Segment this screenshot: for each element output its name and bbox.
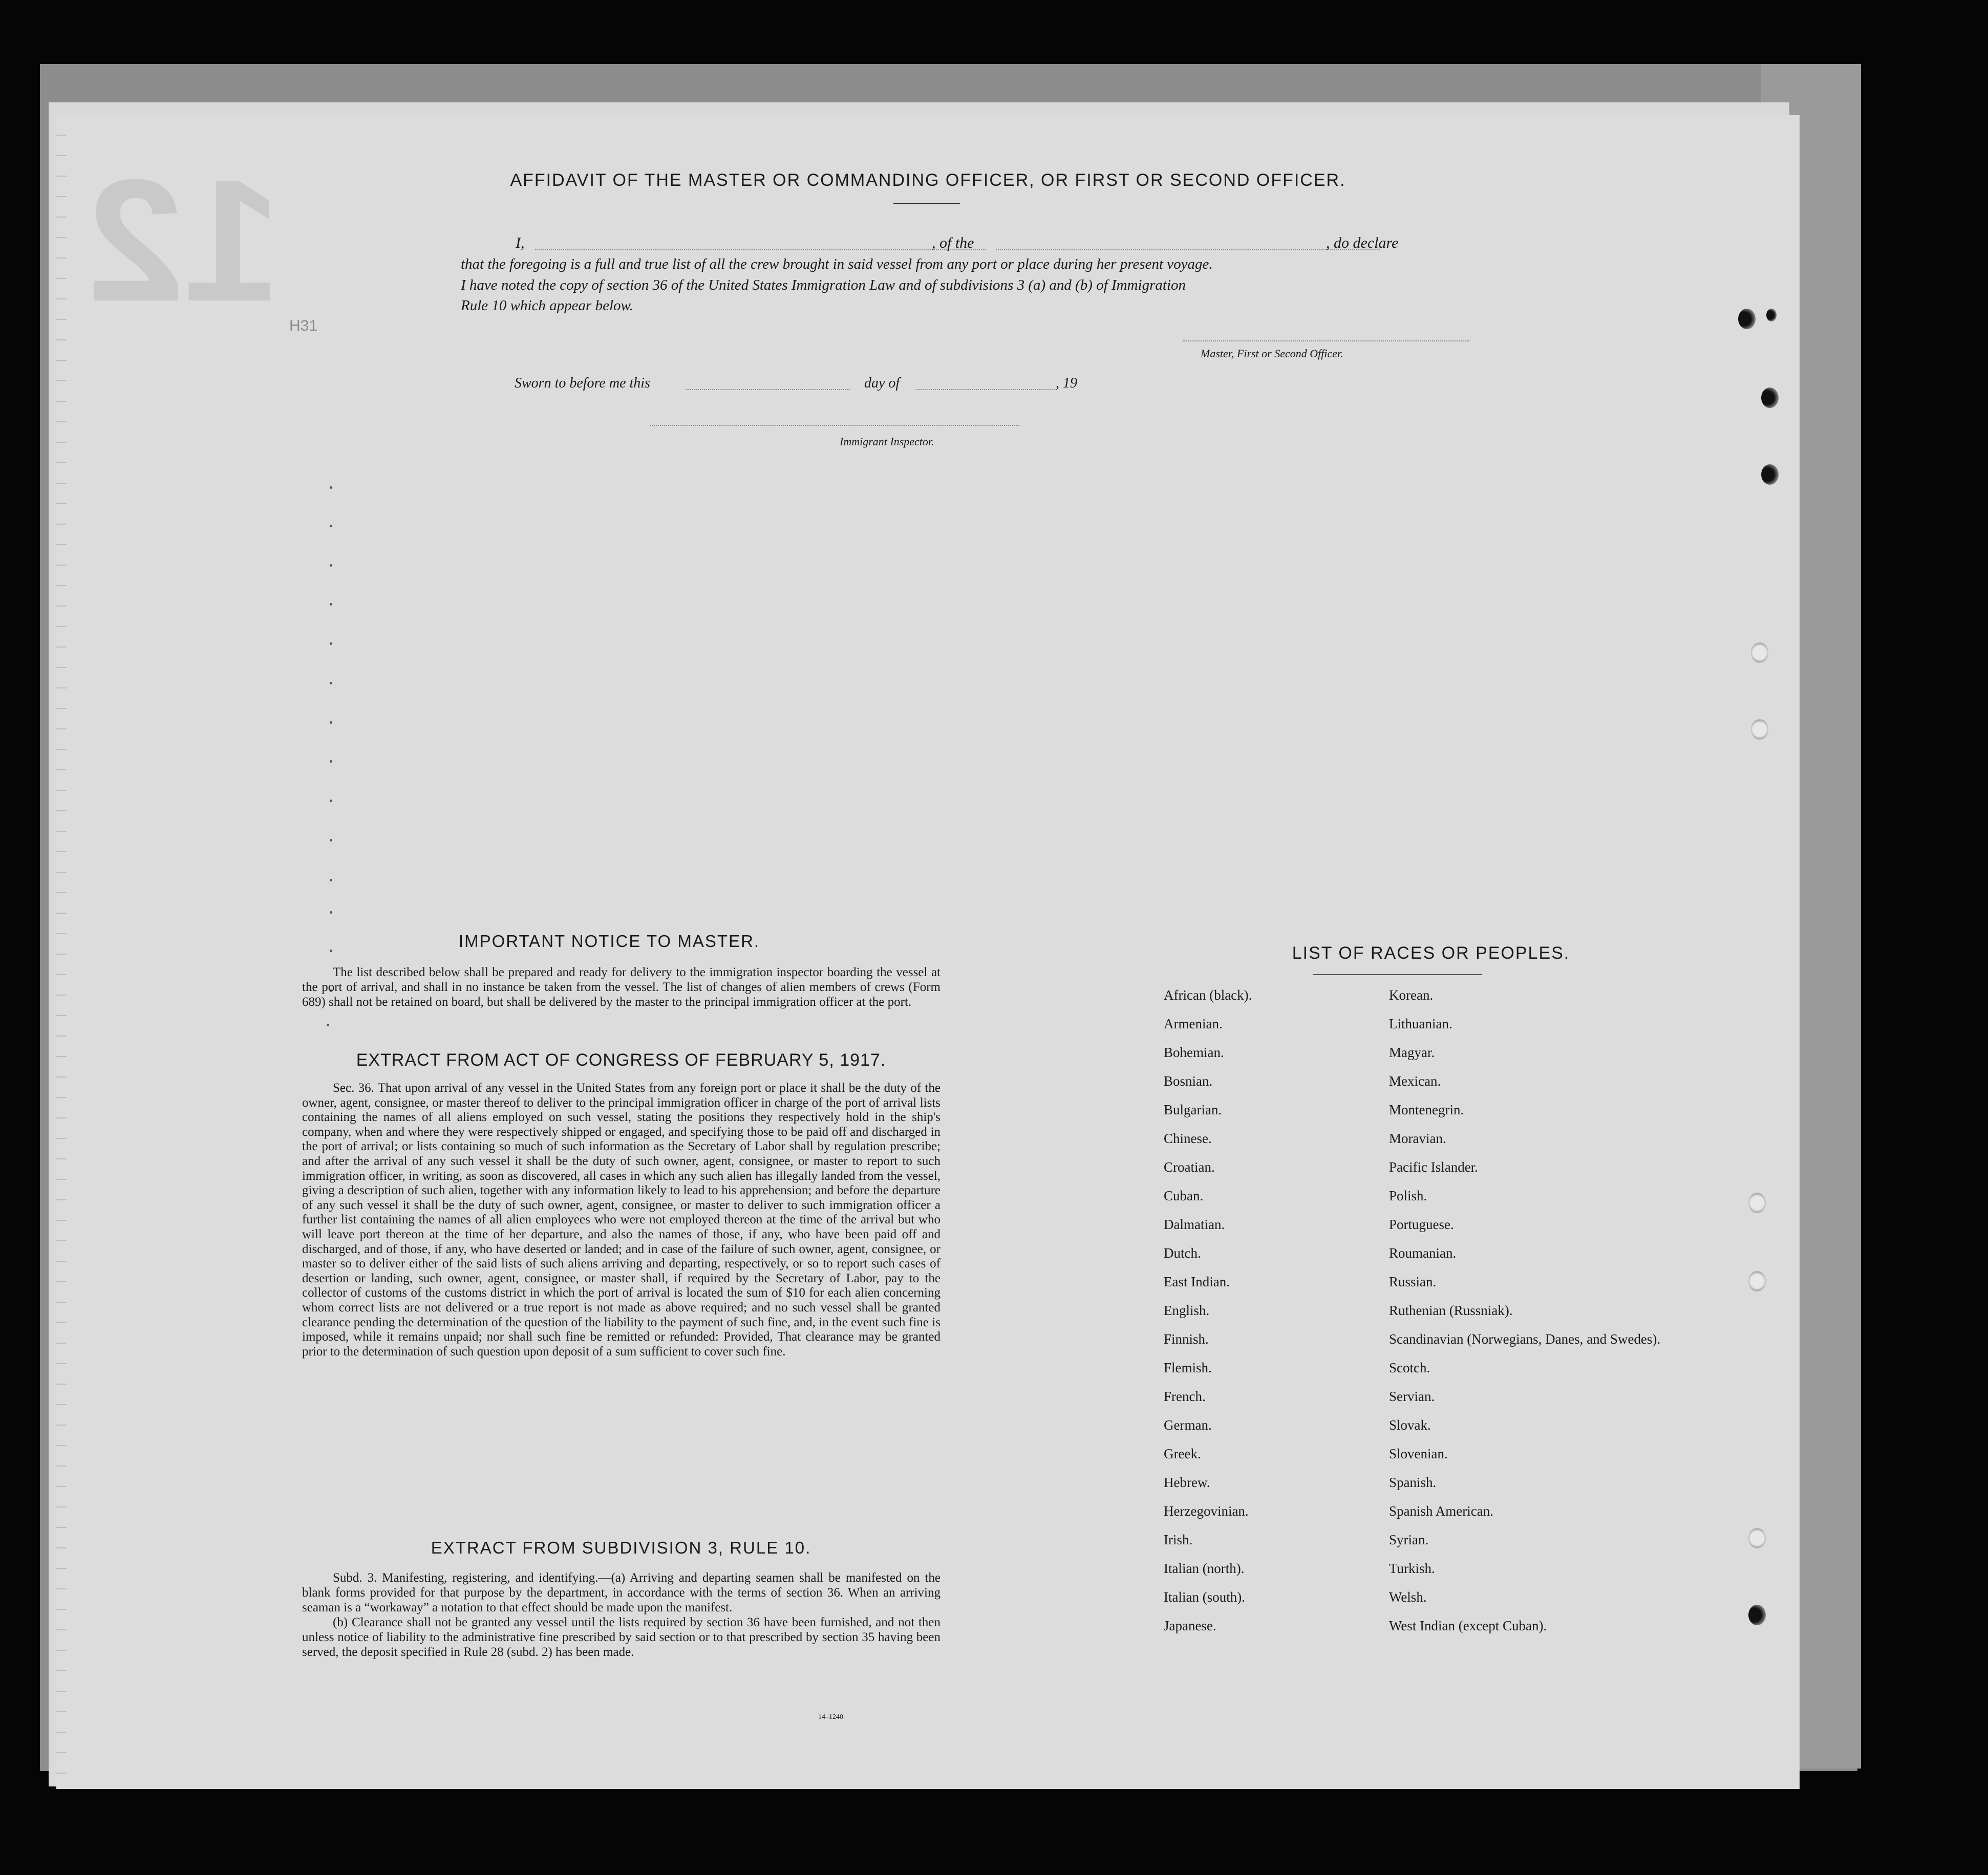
punch-hole bbox=[1748, 1271, 1766, 1291]
day-of-text: day of bbox=[864, 375, 900, 391]
notice-paragraph: The list described below shall be prepared and ready for delivery to the immigration inspector boarding the vessel at the port of arrival, and shall in no instance be taken from the vessel. The list of changes of alien members of crews (Form 689) shall not be retained on board, but shall be delivered by the master to the principal immigration officer at the port. bbox=[302, 965, 940, 1009]
section-36-paragraph: Sec. 36. That upon arrival of any vessel in the United States from any foreign port or place it shall be the duty of the owner, agent, consignee, or master thereof to deliver to the principal immigration officer in charge of the port of arrival lists containing the names of all aliens employed on such vessel, stating the positions they respectively hold in the ship's company, when and where they were respectively shipped or engaged, and specifying those to be paid off and discharged in the port of arrival; or lists containing so much of such information as the Secretary of Labor shall by regulation prescribe; and after the arrival of any such vessel it shall be the duty of such owner, agent, consignee, or master to report to such immigration officer, in writing, as soon as discovered, all cases in which any such alien has illegally landed from the vessel, giving a description of such alien, together with any information likely to lead to his apprehension; and before the departure of any such vessel it shall be the duty of such owner, agent, consignee, or master to deliver to such immigration officer a further list containing the names of all alien employees who were not employed thereon at the time of the arrival but who will leave port thereon at the time of her departure, and also the names of those, if any, who have been paid off and discharged, and of those, if any, who have deserted or landed; and in case of the failure of such owner, agent, consignee, or master so to deliver either of the said lists of such aliens arriving and departing, respectively, or so to report such cases of desertion or landing, such owner, agent, consignee, or master shall, if required by the Secretary of Labor, pay to the collector of customs of the customs district in which the port of arrival is located the sum of $10 for each alien concerning whom correct lists are not delivered or a true report is not made as above required; and no such vessel shall be granted clearance pending the determination of the question of the liability to the payment of such fine, and, in the event such fine is imposed, while it remains unpaid; nor shall such fine be remitted or refunded: Provided, That clearance may be granted prior to the determination of such question upon deposit of a sum sufficient to cover such fine. bbox=[302, 1081, 940, 1359]
affidavit-of-the: , of the bbox=[932, 234, 974, 251]
race-item: Cuban. bbox=[1164, 1188, 1204, 1203]
race-item: Hebrew. bbox=[1164, 1475, 1210, 1490]
punch-hole bbox=[1748, 1605, 1766, 1625]
race-item: Finnish. bbox=[1164, 1331, 1209, 1347]
inspector-caption: Immigrant Inspector. bbox=[840, 435, 934, 448]
race-item: Dutch. bbox=[1164, 1245, 1201, 1261]
act-extract-title: EXTRACT FROM ACT OF CONGRESS OF FEBRUARY 5, 1917. bbox=[356, 1050, 886, 1070]
race-item: Turkish. bbox=[1389, 1561, 1435, 1576]
race-item: Spanish. bbox=[1389, 1475, 1437, 1490]
margin-dot bbox=[330, 682, 332, 684]
affidavit-line-4: Rule 10 which appear below. bbox=[461, 297, 633, 314]
race-item: Japanese. bbox=[1164, 1618, 1216, 1633]
race-item: Irish. bbox=[1164, 1532, 1193, 1547]
race-item: East Indian. bbox=[1164, 1274, 1230, 1289]
signature-caption: Master, First or Second Officer. bbox=[1201, 347, 1343, 360]
race-item: Italian (north). bbox=[1164, 1561, 1245, 1576]
race-item: Scotch. bbox=[1389, 1360, 1430, 1375]
bleed-through-stamp: H31 bbox=[289, 317, 318, 334]
margin-dot bbox=[330, 564, 332, 567]
bleed-through-page-number: 12 bbox=[87, 143, 281, 338]
affidavit-do-declare: , do declare bbox=[1326, 234, 1399, 251]
punch-hole bbox=[1751, 642, 1768, 663]
race-item: Croatian. bbox=[1164, 1159, 1215, 1175]
race-item: Mexican. bbox=[1389, 1073, 1441, 1089]
rule-extract-title: EXTRACT FROM SUBDIVISION 3, RULE 10. bbox=[431, 1538, 811, 1557]
race-item: French. bbox=[1164, 1389, 1206, 1404]
affidavit-title-rule bbox=[893, 203, 960, 204]
name-blank-line bbox=[535, 249, 986, 250]
race-item: Russian. bbox=[1389, 1274, 1437, 1289]
ruled-margin-strip bbox=[56, 115, 67, 1789]
manifest-page bbox=[56, 115, 1800, 1789]
rule-extract-body bbox=[302, 1570, 940, 1660]
margin-dot bbox=[330, 950, 332, 952]
margin-dot bbox=[330, 525, 332, 527]
affidavit-line-2: that the foregoing is a full and true list of all the crew brought in said vessel from any port or place during her present voyage. bbox=[461, 256, 1213, 272]
race-item: Lithuanian. bbox=[1389, 1016, 1452, 1031]
race-item: Polish. bbox=[1389, 1188, 1427, 1203]
race-item: Moravian. bbox=[1389, 1131, 1446, 1146]
race-item: Italian (south). bbox=[1164, 1589, 1245, 1605]
sworn-day-blank bbox=[686, 389, 850, 390]
race-item: Spanish American. bbox=[1389, 1503, 1493, 1519]
race-item: Syrian. bbox=[1389, 1532, 1429, 1547]
punch-hole bbox=[1766, 309, 1777, 321]
race-item: Korean. bbox=[1389, 987, 1434, 1003]
inspector-signature-line bbox=[650, 425, 1019, 426]
race-item: Bulgarian. bbox=[1164, 1102, 1222, 1117]
race-item: Ruthenian (Russniak). bbox=[1389, 1303, 1513, 1318]
margin-dot bbox=[330, 879, 332, 881]
race-item: African (black). bbox=[1164, 987, 1252, 1003]
race-item: Scandinavian (Norwegians, Danes, and Swedes). bbox=[1389, 1331, 1661, 1347]
race-item: Dalmatian. bbox=[1164, 1217, 1225, 1232]
margin-dot bbox=[330, 760, 332, 763]
margin-dot bbox=[330, 911, 332, 914]
subdivision-b-paragraph: (b) Clearance shall not be granted any vessel until the lists required by section 36 have been furnished, and not then unless notice of liability to the administrative fine prescribed by said section or to that prescribed by section 35 having been served, the deposit specified in Rule 28 (subd. 2) has been made. bbox=[302, 1615, 940, 1659]
subdivision-a-paragraph: Subd. 3. Manifesting, registering, and identifying.—(a) Arriving and departing seamen shall be manifested on the blank forms provided for that purpose by the department, in accordance with the terms of section 36. When an arriving seaman is a “workaway” a notation to that effect should be made upon the manifest. bbox=[302, 1571, 940, 1614]
margin-dot bbox=[330, 800, 332, 802]
punch-hole bbox=[1748, 1528, 1766, 1548]
margin-dot bbox=[330, 603, 332, 606]
vessel-blank-line bbox=[996, 249, 1380, 250]
race-item: Herzegovinian. bbox=[1164, 1503, 1249, 1519]
race-item: Portuguese. bbox=[1389, 1217, 1454, 1232]
notice-body bbox=[302, 965, 940, 1009]
race-item: West Indian (except Cuban). bbox=[1389, 1618, 1547, 1633]
race-item: Magyar. bbox=[1389, 1045, 1435, 1060]
sworn-text: Sworn to before me this bbox=[515, 375, 650, 391]
form-number: 14–1240 bbox=[818, 1713, 843, 1721]
affidavit-title: AFFIDAVIT OF THE MASTER OR COMMANDING OFFICER, OR FIRST OR SECOND OFFICER. bbox=[510, 170, 1346, 190]
month-blank bbox=[916, 389, 1055, 390]
race-item: Bohemian. bbox=[1164, 1045, 1224, 1060]
race-item: Roumanian. bbox=[1389, 1245, 1457, 1261]
race-item: Armenian. bbox=[1164, 1016, 1223, 1031]
affidavit-line-3: I have noted the copy of section 36 of the United States Immigration Law and of subdivisions 3 (a) and (b) of Immigration bbox=[461, 277, 1186, 293]
year-prefix: , 19 bbox=[1056, 375, 1077, 391]
affidavit-i: I, bbox=[516, 234, 525, 251]
race-item: German. bbox=[1164, 1417, 1212, 1433]
race-item: Greek. bbox=[1164, 1446, 1201, 1461]
punch-hole bbox=[1751, 719, 1768, 740]
signature-line bbox=[1183, 340, 1469, 341]
margin-dot bbox=[330, 839, 332, 842]
race-item: Servian. bbox=[1389, 1389, 1435, 1404]
act-extract-body bbox=[302, 1081, 940, 1359]
punch-hole bbox=[1761, 387, 1779, 408]
race-item: Welsh. bbox=[1389, 1589, 1427, 1605]
races-title: LIST OF RACES OR PEOPLES. bbox=[1292, 943, 1570, 963]
race-item: Slovak. bbox=[1389, 1417, 1431, 1433]
race-item: Chinese. bbox=[1164, 1131, 1212, 1146]
notice-title: IMPORTANT NOTICE TO MASTER. bbox=[458, 932, 760, 951]
race-item: Montenegrin. bbox=[1389, 1102, 1464, 1117]
race-item: Bosnian. bbox=[1164, 1073, 1213, 1089]
race-item: Flemish. bbox=[1164, 1360, 1212, 1375]
punch-hole bbox=[1748, 1193, 1766, 1213]
margin-dot bbox=[330, 721, 332, 724]
margin-dot bbox=[327, 1024, 329, 1026]
race-item: English. bbox=[1164, 1303, 1210, 1318]
punch-hole bbox=[1761, 464, 1779, 485]
race-item: Slovenian. bbox=[1389, 1446, 1448, 1461]
race-item: Pacific Islander. bbox=[1389, 1159, 1478, 1175]
margin-dot bbox=[330, 486, 332, 489]
races-title-rule bbox=[1313, 974, 1482, 975]
races-list bbox=[1164, 987, 1661, 1647]
punch-hole bbox=[1738, 309, 1756, 329]
margin-dot bbox=[330, 642, 332, 645]
